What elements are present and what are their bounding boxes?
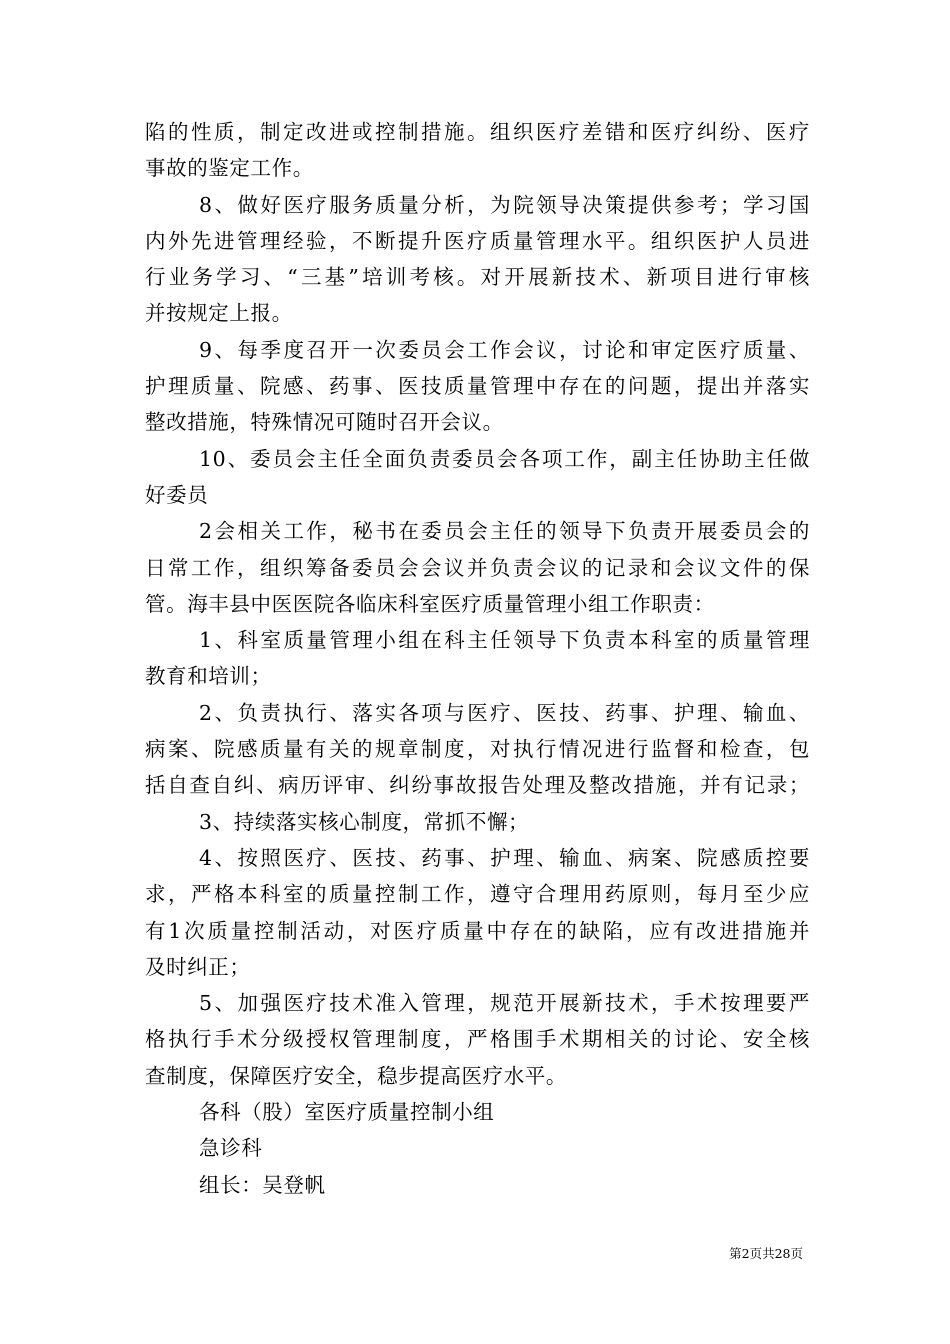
text-line: 行业务学习、“三基”培训考核。对开展新技术、新项目进行审核 [145, 265, 810, 290]
page-number: 第2页共28页 [729, 1246, 803, 1261]
text-line: 日常工作，组织筹备委员会会议并负责会议的记录和会议文件的保 [145, 555, 810, 580]
text-line: 10、委员会主任全面负责委员会各项工作，副主任协助主任做 [199, 446, 810, 471]
text-line: 及时纠正； [145, 954, 251, 979]
text-line: 括自查自纠、病历评审、纠纷事故报告处理及整改措施，并有记录； [145, 773, 810, 798]
text-line: 教育和培训； [145, 664, 272, 689]
text-line: 内外先进管理经验，不断提升医疗质量管理水平。组织医护人员进 [145, 228, 810, 253]
text-line: 好委员 [145, 482, 209, 507]
text-line: 整改措施，特殊情况可随时召开会议。 [145, 410, 504, 435]
document-body [145, 114, 810, 1203]
text-line: 陷的性质，制定改进或控制措施。组织医疗差错和医疗纠纷、医疗 [145, 120, 810, 144]
text-line: 病案、院感质量有关的规章制度，对执行情况进行监督和检查，包 [145, 737, 810, 762]
section-heading: 各科（股）室医疗质量控制小组 [199, 1100, 495, 1125]
text-line: 查制度，保障医疗安全，稳步提高医疗水平。 [145, 1063, 567, 1088]
text-line: 格执行手术分级授权管理制度，严格围手术期相关的讨论、安全核 [145, 1027, 810, 1052]
text-line: 4、按照医疗、医技、药事、护理、输血、病案、院感质控要 [199, 845, 810, 870]
group-leader: 组长：吴登帆 [199, 1172, 326, 1197]
text-line: 管。海丰县中医医院各临床科室医疗质量管理小组工作职责： [145, 591, 715, 616]
text-line: 求，严格本科室的质量控制工作，遵守合理用药原则，每月至少应 [145, 882, 810, 907]
text-line: 并按规定上报。 [145, 301, 293, 326]
text-line: 2会相关工作，秘书在委员会主任的领导下负责开展委员会的 [199, 519, 810, 544]
text-line: 9、每季度召开一次委员会工作会议，讨论和审定医疗质量、 [199, 337, 810, 362]
department-name: 急诊科 [199, 1136, 263, 1161]
text-line: 8、做好医疗服务质量分析，为院领导决策提供参考；学习国 [199, 192, 810, 217]
text-line: 护理质量、院感、药事、医技质量管理中存在的问题，提出并落实 [145, 374, 810, 399]
text-line: 5、加强医疗技术准入管理，规范开展新技术，手术按理要严 [199, 991, 810, 1016]
text-line: 事故的鉴定工作。 [145, 156, 314, 181]
text-line: 有1次质量控制活动，对医疗质量中存在的缺陷，应有改进措施并 [145, 918, 810, 943]
text-line: 2、负责执行、落实各项与医疗、医技、药事、护理、输血、 [199, 700, 810, 725]
text-line: 1、科室质量管理小组在科主任领导下负责本科室的质量管理 [199, 628, 810, 653]
text-line: 3、持续落实核心制度，常抓不懈； [199, 809, 530, 834]
